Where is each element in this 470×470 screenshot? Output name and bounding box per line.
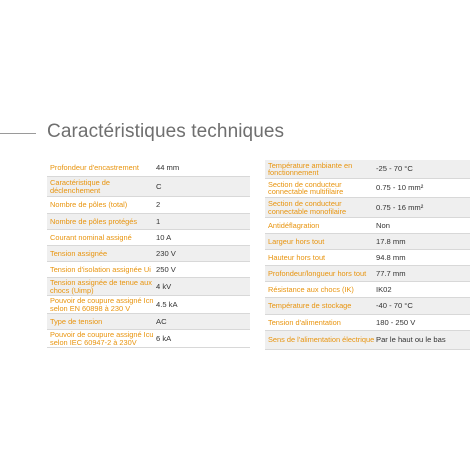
spec-label: Température de stockage xyxy=(268,301,352,311)
spec-label: Pouvoir de coupure assigné Icn selon EN 60898 à 230 V xyxy=(50,296,154,313)
spec-label: Sens de l'alimentation électrique xyxy=(268,335,375,345)
spec-value: 2 xyxy=(156,200,161,209)
spec-value: 180 - 250 V xyxy=(376,317,416,327)
spec-label: Antidéflagration xyxy=(268,220,320,230)
spec-value: -25 - 70 °C xyxy=(376,164,413,173)
spec-row xyxy=(47,262,250,278)
spec-value: 17.8 mm xyxy=(376,236,406,246)
spec-label: Largeur hors tout xyxy=(268,236,325,246)
spec-row xyxy=(265,266,470,282)
spec-value: AC xyxy=(156,316,167,326)
spec-label: Température ambiante en fonctionnement xyxy=(268,160,353,177)
spec-row xyxy=(47,230,250,246)
spec-row xyxy=(47,246,250,262)
spec-label: Caractéristique de déclenchement xyxy=(50,178,110,195)
spec-value: C xyxy=(156,181,162,191)
spec-row xyxy=(47,330,250,348)
spec-value: Par le haut ou le bas xyxy=(376,335,446,344)
spec-label: Section de conducteur connectable monofilaire xyxy=(268,199,347,216)
spec-label: Hauteur hors tout xyxy=(268,252,326,262)
spec-row xyxy=(265,298,470,315)
spec-label: Profondeur d'encastrement xyxy=(50,163,139,173)
spec-row xyxy=(265,198,470,218)
spec-row xyxy=(265,179,470,198)
spec-row xyxy=(265,331,470,350)
specs-table-right xyxy=(265,160,470,350)
spec-row xyxy=(47,177,250,197)
spec-label: Tension d'isolation assignée Ui xyxy=(50,264,151,274)
spec-value: 4 kV xyxy=(156,281,172,291)
spec-label: Tension assignée xyxy=(50,248,108,258)
spec-value: 44 mm xyxy=(156,163,180,172)
spec-value: 0.75 - 10 mm² xyxy=(376,183,424,192)
page-title: Caractéristiques techniques xyxy=(47,121,285,142)
spec-value: 94.8 mm xyxy=(376,252,406,262)
spec-value: 10 A xyxy=(156,232,172,242)
spec-value: 230 V xyxy=(156,248,176,258)
spec-value: -40 - 70 °C xyxy=(376,301,413,310)
spec-value: Non xyxy=(376,220,390,230)
spec-value: 250 V xyxy=(156,264,176,274)
spec-label: Section de conducteur connectable multifilaire xyxy=(268,179,344,196)
spec-row xyxy=(265,218,470,234)
spec-value: 4.5 kA xyxy=(156,299,178,309)
spec-row xyxy=(265,234,470,250)
spec-value: 0.75 - 16 mm² xyxy=(376,202,424,212)
spec-value: 6 kA xyxy=(156,333,172,343)
spec-label: Résistance aux chocs (IK) xyxy=(268,284,354,294)
specs-table-left xyxy=(47,160,250,348)
spec-label: Nombre de pôles (total) xyxy=(50,200,128,210)
spec-row xyxy=(265,250,470,266)
spec-label: Tension assignée de tenue aux chocs (Uimp) xyxy=(50,278,152,295)
spec-label: Nombre de pôles protégés xyxy=(50,216,138,226)
spec-label: Profondeur/longueur hors tout xyxy=(268,268,367,278)
spec-row xyxy=(47,197,250,214)
spec-row xyxy=(47,314,250,330)
spec-label: Type de tension xyxy=(50,316,103,326)
spec-row xyxy=(265,282,470,298)
spec-row xyxy=(47,278,250,296)
spec-label: Courant nominal assigné xyxy=(50,232,132,242)
spec-value: IK02 xyxy=(376,284,392,294)
spec-row xyxy=(47,160,250,177)
spec-label: Pouvoir de coupure assigné Icu selon IEC 60947-2 à 230V xyxy=(50,330,154,347)
spec-value: 1 xyxy=(156,216,161,226)
spec-value: 77.7 mm xyxy=(376,268,406,278)
spec-row xyxy=(265,315,470,331)
spec-row xyxy=(47,214,250,230)
spec-row xyxy=(265,160,470,179)
spec-row xyxy=(47,296,250,314)
spec-label: Tension d'alimentation xyxy=(268,317,341,327)
heading-rule xyxy=(0,133,36,134)
